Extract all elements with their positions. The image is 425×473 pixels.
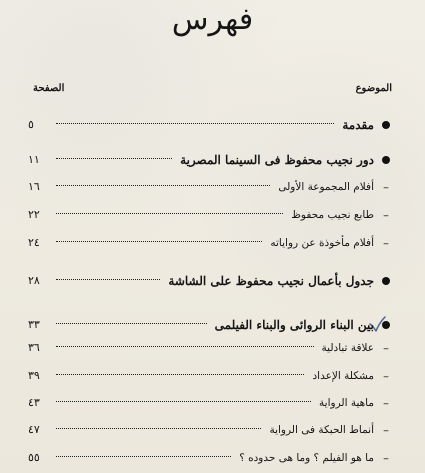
dash-icon: – (383, 236, 389, 250)
dash-icon: – (383, 396, 389, 410)
entry-title: ما هو الفيلم ؟ وما هى حدوده ؟ (239, 452, 374, 464)
page-header: الصفحة (33, 83, 65, 94)
toc-entry-film (28, 449, 390, 467)
entry-title: مشكلة الإعداد (312, 370, 374, 382)
toc-entry-role-in-cinema (28, 151, 390, 169)
toc-entry-style (28, 206, 390, 224)
entry-page-number: ٢٨ (28, 274, 40, 287)
toc-entry-structure (28, 316, 390, 334)
leader-dots (56, 184, 270, 186)
entry-title: جدول بأعمال نجيب محفوظ على الشاشة (168, 274, 374, 288)
entry-page-number: ٢٢ (28, 208, 40, 221)
toc-entry-reciprocal (28, 339, 390, 357)
dash-icon: – (383, 208, 389, 222)
entry-page-number: ٤٣ (28, 396, 40, 409)
page-title: فهرس (171, 2, 254, 37)
dash-icon: – (383, 341, 389, 355)
leader-dots (56, 345, 314, 347)
toc-entry-plot-types (28, 421, 390, 439)
entry-page-number: ٤٧ (28, 423, 40, 436)
entry-page-number: ٣٣ (28, 318, 40, 331)
entry-title: مقدمة (342, 118, 374, 132)
leader-dots (56, 240, 262, 242)
dash-icon: – (383, 451, 389, 465)
leader-dots (56, 278, 160, 280)
entry-page-number: ٥٥ (28, 451, 40, 464)
bullet-icon (382, 121, 390, 129)
leader-dots (56, 122, 334, 124)
entry-title: أفلام المجموعة الأولى (278, 181, 374, 193)
entry-title: أنماط الحبكة فى الرواية (269, 424, 374, 436)
entry-title: طابع نجيب محفوظ (291, 209, 374, 221)
entry-title: بين البناء الروائى والبناء الفيلمى (214, 318, 374, 332)
entry-page-number: ٣٩ (28, 369, 40, 382)
bullet-icon (382, 321, 390, 329)
dash-icon: – (383, 369, 389, 383)
dash-icon: – (383, 180, 389, 194)
entry-title: دور نجيب محفوظ فى السينما المصرية (180, 153, 374, 167)
subject-header: الموضوع (355, 83, 392, 94)
toc-entry-works-table (28, 272, 390, 290)
dash-icon: – (383, 423, 389, 437)
entry-title: علاقة تبادلية (321, 342, 374, 354)
toc-entry-novel (28, 394, 390, 412)
entry-page-number: ٢٤ (28, 236, 40, 249)
leader-dots (56, 400, 311, 402)
entry-page-number: ١٦ (28, 180, 40, 193)
entry-title: أفلام مأخوذة عن رواياته (270, 237, 374, 249)
leader-dots (56, 212, 283, 214)
bullet-icon (382, 277, 390, 285)
entry-page-number: ٣٦ (28, 341, 40, 354)
entry-page-number: ١١ (28, 153, 40, 166)
entry-page-number: ٥ (28, 118, 34, 131)
toc-entry-preparation (28, 367, 390, 385)
entry-title: ماهية الرواية (319, 397, 374, 409)
bullet-icon (382, 156, 390, 164)
toc-entry-adapted-films (28, 234, 390, 252)
leader-dots (56, 373, 304, 375)
leader-dots (56, 157, 172, 159)
leader-dots (56, 427, 261, 429)
leader-dots (56, 455, 231, 457)
toc-entry-first-films (28, 178, 390, 196)
toc-entry-introduction (28, 116, 390, 134)
leader-dots (56, 322, 207, 324)
